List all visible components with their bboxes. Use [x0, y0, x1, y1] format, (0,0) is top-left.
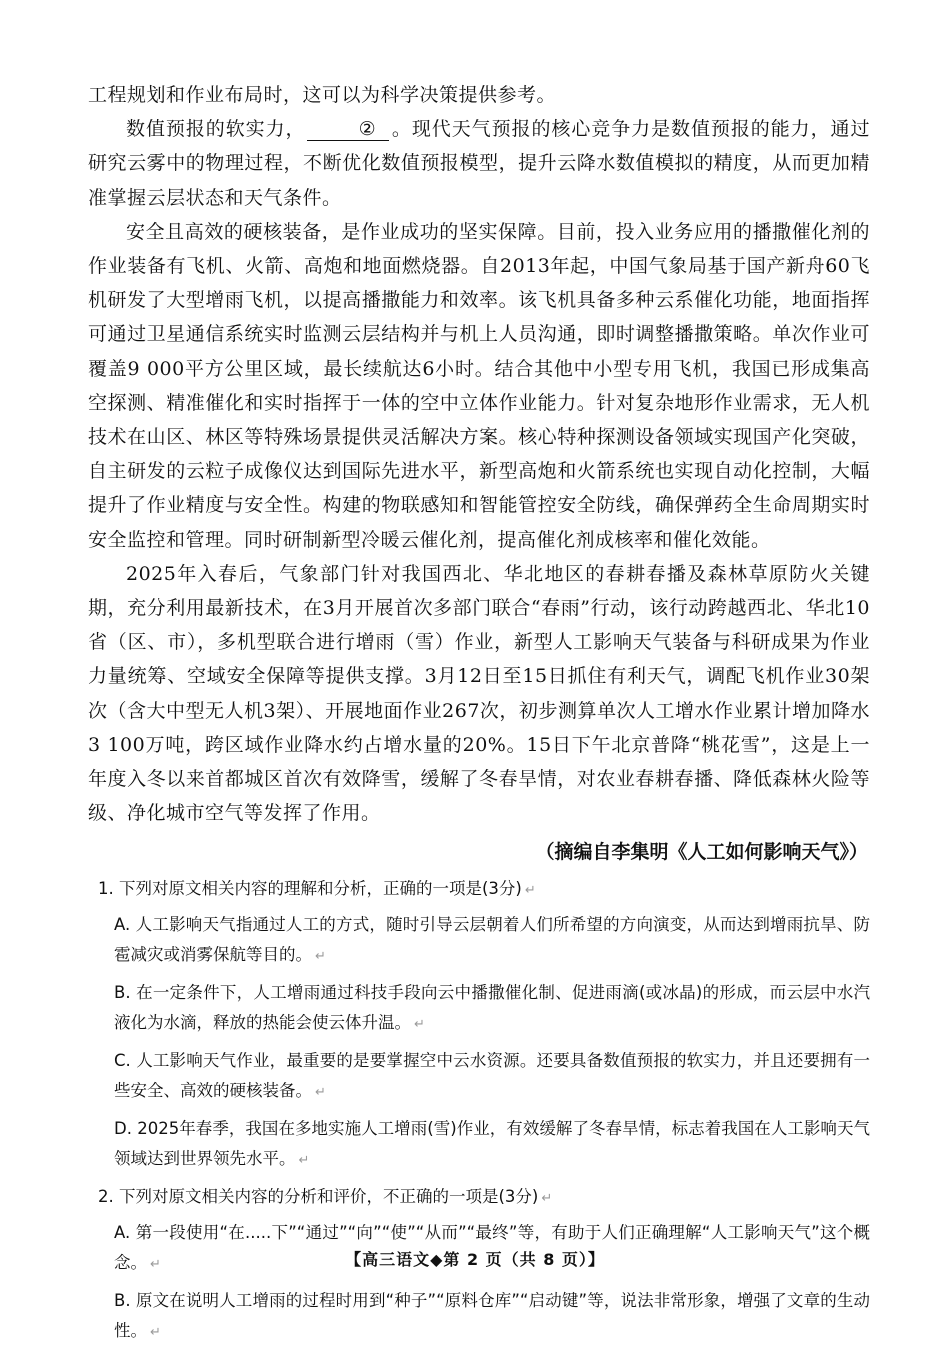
question-list: [88, 874, 870, 1348]
return-mark-icon: ↵: [150, 1257, 161, 1273]
fill-in-blank-2: ②: [307, 118, 389, 141]
return-mark-icon: ↵: [298, 1153, 310, 1169]
return-mark-icon: ↵: [150, 1325, 161, 1341]
return-mark-icon: ↵: [315, 949, 326, 965]
passage-paragraph-2025: 2025年入春后，气象部门针对我国西北、华北地区的春耕春播及森林草原防火关键期，充分利用最新技术，在3月开展首次多部门联合“春雨”行动，该行动跨越西北、华北10省（区、市），多机型联合进行增雨（雪）作业，新型人工影响天气装备与科研成果为作业力量统筹、空域安全保障等提供支撑。3月12日至15日抓住有利天气，调配飞机作业30架次（含大中型无人机3架）、开展地面作业267次，初步测算单次人工增水作业累计增加降水3 100万吨，跨区域作业降水约占增水量的20%。15日下午北京普降“桃花雪”，这是上一年度入冬以来首都城区首次有效降雪，缓解了冬春旱情，对农业春耕春播、降低森林火险等级、净化城市空气等发挥了作用。: [88, 562, 870, 825]
question-2-stem: 2. 下列对原文相关内容的分析和评价，不正确的一项是(3分) ↵: [98, 1187, 553, 1207]
return-mark-icon: ↵: [524, 883, 536, 899]
question-1-option-d: D. 2025年春季，我国在多地实施人工增雨(雪)作业，有效缓解了冬春旱情，标志着我国在人工影响天气领域达到世界领先水平。 ↵: [114, 1119, 870, 1169]
passage-source: （摘编自李集明《人工如何影响天气》）: [535, 841, 868, 864]
return-mark-icon: ↵: [414, 1017, 425, 1033]
blank-trail-text: 。现代天气预报的核心竞争力是数值预报的能力，通过研究云雾中的物理过程，不断优化数值预报模型，提升云降水数值模拟的精度，从而更加精准掌握云层状态和天气条件。: [88, 118, 870, 209]
page-footer: 【高三语文◆第 2 页（共 8 页）】: [345, 1250, 605, 1269]
blank-lead-text: 数值预报的软实力，: [126, 118, 306, 141]
passage-paragraph-continued: 工程规划和作业布局时，这可以为科学决策提供参考。: [88, 84, 557, 106]
question-1-option-b: B. 在一定条件下，人工增雨通过科技手段向云中播撒催化制、促进雨滴(或冰晶)的形成，而云层中水汽液化为水滴，释放的热能会使云体升温。 ↵: [114, 983, 870, 1033]
question-2-option-b: B. 原文在说明人工增雨的过程时用到“种子”“原料仓库”“启动键”等，说法非常形象，增强了文章的生动性。 ↵: [114, 1291, 870, 1341]
question-1-option-c: C. 人工影响天气作业，最重要的是要掌握空中云水资源。还要具备数值预报的软实力，并且还要拥有一些安全、高效的硬核装备。 ↵: [114, 1051, 870, 1101]
passage-paragraph-equipment: 安全且高效的硬核装备，是作业成功的坚实保障。目前，投入业务应用的播撒催化剂的作业装备有飞机、火箭、高炮和地面燃烧器。自2013年起，中国气象局基于国产新舟60飞机研发了大型增雨飞机，以提高播撒能力和效率。该飞机具备多种云系催化功能，地面指挥可通过卫星通信系统实时监测云层结构并与机上人员沟通，即时调整播撒策略。单次作业可覆盖9 000平方公里区域，最长续航达6小时。结合其他中小型专用飞机，我国已形成集高空探测、精准催化和实时指挥于一体的空中立体作业能力。针对复杂地形作业需求，无人机技术在山区、林区等特殊场景提供灵活解决方案。核心特种探测设备领域实现国产化突破，自主研发的云粒子成像仪达到国际先进水平，新型高炮和火箭系统也实现自动化控制，大幅提升了作业精度与安全性。构建的物联感知和智能管控安全防线，确保弹药全生命周期实时安全监控和管理。同时研制新型冷暖云催化剂，提高催化剂成核率和催化效能。: [88, 220, 870, 551]
return-mark-icon: ↵: [541, 1191, 553, 1207]
return-mark-icon: ↵: [315, 1085, 326, 1101]
question-1-stem: 1. 下列对原文相关内容的理解和分析，正确的一项是(3分) ↵: [98, 879, 536, 899]
question-2-option-a: A. 第一段使用“在.....下”“通过”“向”“使”“从而”“最终”等，有助于人们正确理解“人工影响天气”这个概念。 ↵: [114, 1223, 870, 1273]
reading-passage: [88, 78, 870, 830]
passage-paragraph-blank: [88, 112, 870, 215]
question-1-option-a: A. 人工影响天气指通过人工的方式，随时引导云层朝着人们所希望的方向演变，从而达到增雨抗旱、防雹减灾或消雾保航等目的。 ↵: [114, 915, 870, 965]
